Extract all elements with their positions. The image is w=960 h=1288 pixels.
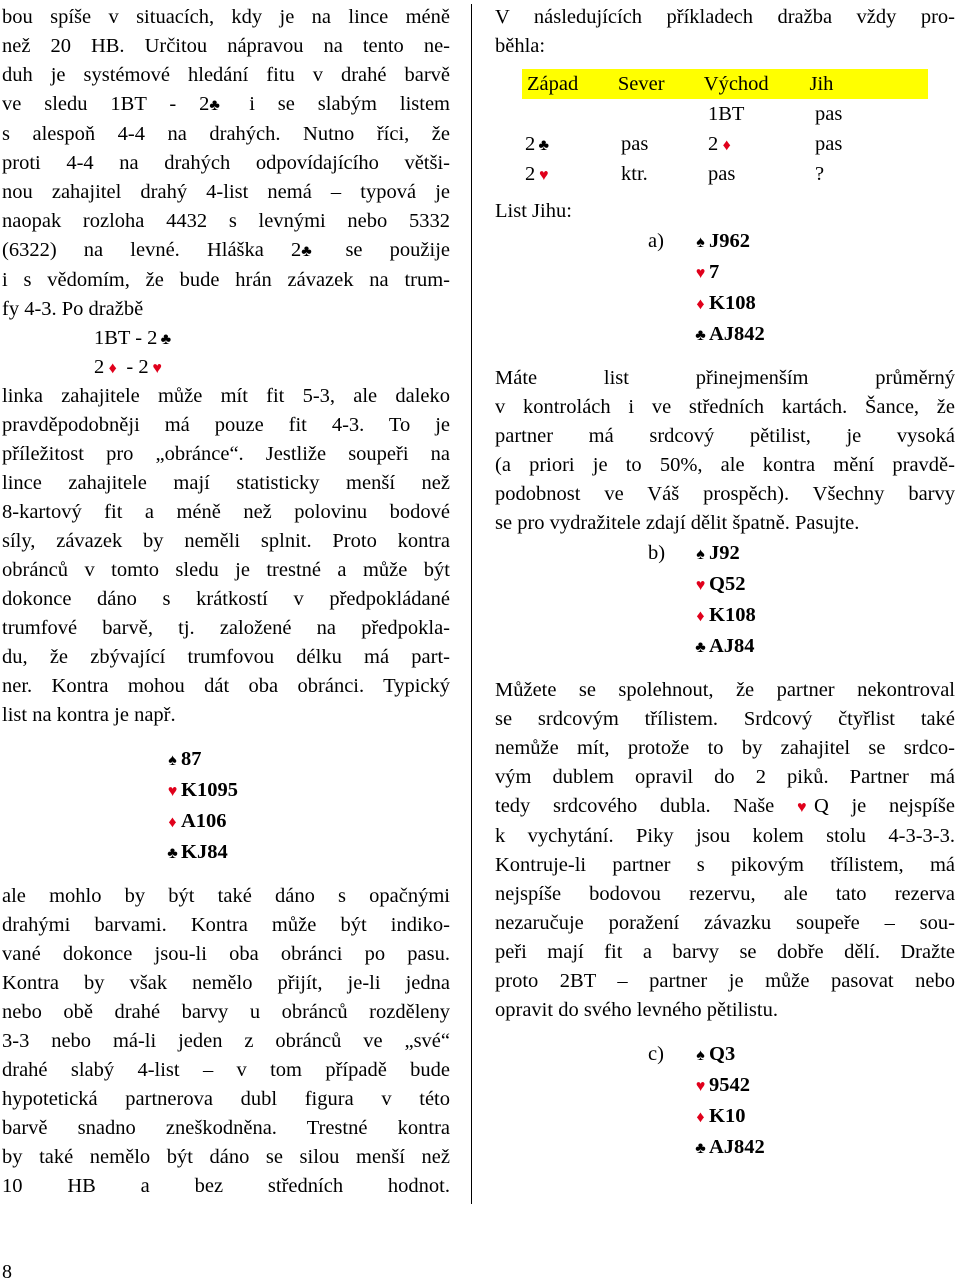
club-icon: ♣ [538,137,549,154]
club-icon: ♣ [695,1140,706,1157]
text-line: by také nemělo být dáno se silou menší než [2,1146,450,1168]
club-icon: ♣ [301,243,312,260]
diamond-icon: ♦ [722,137,731,154]
text-line: nebo obě drahé barvy u obránců rozděleny [2,1001,450,1023]
heart-icon: ♥ [796,799,807,816]
text-line: tedy srdcového dubla. Naše ♥ Q je nejspíše [495,792,955,822]
text-line: (6322) na levné. Hláška 2♣ se použije [2,236,450,266]
diamond-icon: ♦ [696,608,705,625]
heart-icon: ♥ [695,577,706,594]
text-line: ner. Kontra mohou dát oba obránci. Typický [2,675,450,697]
text-line: Kontra by však nemělo přijít, je-li jedna [2,972,450,994]
spade-icon: ♠ [696,1047,705,1064]
text-line: ale mohlo by být také dáno s opačnými [2,885,450,907]
auction-row-1: 1BT pas [708,103,843,125]
list-jihu-label: List Jihu: [495,200,572,222]
text-line: proti 4-4 na drahých odpovídajícího větši- [2,152,450,174]
text-line: 3-3 nebo má-li jeden z obránců ve „své“ [2,1030,450,1052]
auction-table [495,69,955,189]
bid-line-2: 2 ♦ - 2 ♥ [94,353,450,382]
text-line: ve sledu 1BT - 2♣ i se slabým listem [2,90,450,120]
heart-icon: ♥ [695,265,706,282]
text-line: se pro vydražitele zdají dělit špatně. Pasujte. [495,512,860,534]
text-line: nezaručuje poražení závazku soupeře – sou- [495,912,955,934]
text-line: (a priori je to 50%, ale kontra mění pravdě- [495,454,955,476]
header-west: Západ [527,73,579,95]
hand-diamonds: ♦ A106 [164,806,450,837]
text-line: síly, závazek by neměli splnit. Proto kontra [2,530,450,552]
example-c [495,1039,955,1163]
text-line: naopak rozloha 4432 s levnými nebo 5332 [2,210,450,232]
text-line: Kontruje-li partner s pikovým třílistem, má [495,854,955,876]
text-line: nejspíše bodovou rezervu, ale tato rezerva [495,883,955,905]
example-label: a) [648,230,664,252]
text-line: hypotetická partnerova dubl figura v této [2,1088,450,1110]
text-b [495,676,955,1025]
text-line: list na kontra je např. [2,704,176,726]
text-line: trumfové barvě, tj. založené na předpokla- [2,617,450,639]
paragraph-1 [2,3,450,324]
spade-icon: ♠ [696,234,705,251]
text-line: Máte list přinejmenším průměrný [495,367,955,389]
text-line: dokonce dáno s krátkostí v předpokládané [2,588,450,610]
text-line: než 20 HB. Určitou nápravou na tento ne- [2,35,450,57]
auction-row-3: 2 ♥ ktr. pas ? [495,159,955,189]
club-icon: ♣ [160,331,172,348]
text-line: 10 HB a bez středních hodnot. [2,1175,450,1197]
heart-icon: ♥ [167,783,178,800]
header-east: Východ [703,73,769,95]
paragraph-2 [2,382,450,730]
hand-clubs: ♣ KJ84 [164,837,450,868]
header-south: Jih [809,73,834,95]
club-icon: ♣ [695,327,706,344]
diamond-icon: ♦ [696,296,705,313]
text-line: fy 4-3. Po dražbě [2,298,144,320]
text-line: pravděpodobněji má pouze fit 4-3. To je [2,414,450,436]
auction-row-2: 2 ♣ pas 2 ♦ pas [495,129,955,159]
example-label: b) [648,542,666,564]
diamond-icon: ♦ [168,814,177,831]
text-line: V následujících příkladech dražba vždy pro- [495,6,955,28]
example-label: c) [648,1043,664,1065]
example-hand: ♠ J962 ♥ 7 ♦ K108 ♣ AJ842 [495,226,955,350]
text-line: bou spíše v situacích, kdy je na lince méně [2,6,450,28]
text-line: v kontrolách i ve středních kartách. Šance, že [495,396,955,418]
text-line: 8-kartový fit a méně než polovinu bodové [2,501,450,523]
text-line: lince zahajitele mají statisticky menší než [2,472,450,494]
text-line: nou zahajitel drahý 4-list nemá – typová je [2,181,450,203]
text-line: podobnost ve Váš prospěch). Všechny barvy [495,483,955,505]
text-line: opravit do svého levného pětilistu. [495,999,778,1021]
bid-line-1: 1BT - 2 ♣ [94,324,450,353]
auction-header [522,69,928,99]
club-icon: ♣ [209,97,220,114]
spade-icon: ♠ [168,752,177,769]
text-line: vým dublem opravil do 2 piků. Partner má [495,766,955,788]
club-icon: ♣ [695,639,706,656]
text-line: běhla: [495,35,546,57]
text-line: drahými barvami. Kontra může být indiko- [2,914,450,936]
text-a [495,364,955,538]
column-separator [471,4,472,1204]
text-line: duh je systémové hledání fitu v drahé barvě [2,64,450,86]
text-line: peři mají fit a barvy se dobře dělí. Dražte [495,941,955,963]
text-line: k vychytání. Piky jsou kolem stolu 4-3-3-3. [495,825,955,847]
heart-icon: ♥ [152,360,162,377]
right-column [495,3,955,1163]
text-line: nemůže mít, protože to by zahajitel se srdco- [495,737,955,759]
header-north: Sever [617,73,665,95]
example-hand: ♠ J92 ♥ Q52 ♦ K108 ♣ AJ84 [495,538,955,662]
bidding-sequence [2,324,450,382]
heart-icon: ♥ [695,1078,706,1095]
text-line: i s vědomím, že bude hrán závazek na trum- [2,269,450,291]
text-line: linka zahajitele může mít fit 5-3, ale daleko [2,385,450,407]
example-hand: ♠ Q3 ♥ 9542 ♦ K10 ♣ AJ842 [495,1039,955,1163]
left-column [2,3,450,1201]
club-icon: ♣ [167,845,178,862]
text-line: vané dokonce jsou-li oba obránci po pasu. [2,943,450,965]
text-line: partner má srdcový pětilist, je vysoká [495,425,955,447]
example-a [495,226,955,350]
spade-icon: ♠ [696,546,705,563]
text-line: příležitost pro „obránce“. Jestliže soupeři na [2,443,450,465]
text-line: s alespoň 4-4 na drahých. Nutno říci, že [2,123,450,145]
text-line: obránců v tomto sledu je trestné a může být [2,559,450,581]
example-b [495,538,955,662]
text-line: Můžete se spolehnout, že partner nekontroval [495,679,955,701]
text-line: se srdcovým třílistem. Srdcový čtyřlist také [495,708,955,730]
hand-spades: ♠ 87 [164,744,450,775]
paragraph-3 [2,882,450,1201]
text-line: drahé slabý 4-list – v tom případě bude [2,1059,450,1081]
intro-paragraph [495,3,955,61]
text-line: proto 2BT – partner je může pasovat nebo [495,970,955,992]
example-hand [2,744,450,868]
hand-hearts: ♥ K1095 [164,775,450,806]
heart-icon: ♥ [539,167,549,184]
diamond-icon: ♦ [696,1109,705,1126]
diamond-icon: ♦ [108,360,117,377]
page-number: 8 [2,1261,12,1283]
text-line: barvě snadno zneškodněna. Trestné kontra [2,1117,450,1139]
text-line: du, že zbývající trumfovou délku má part- [2,646,450,668]
